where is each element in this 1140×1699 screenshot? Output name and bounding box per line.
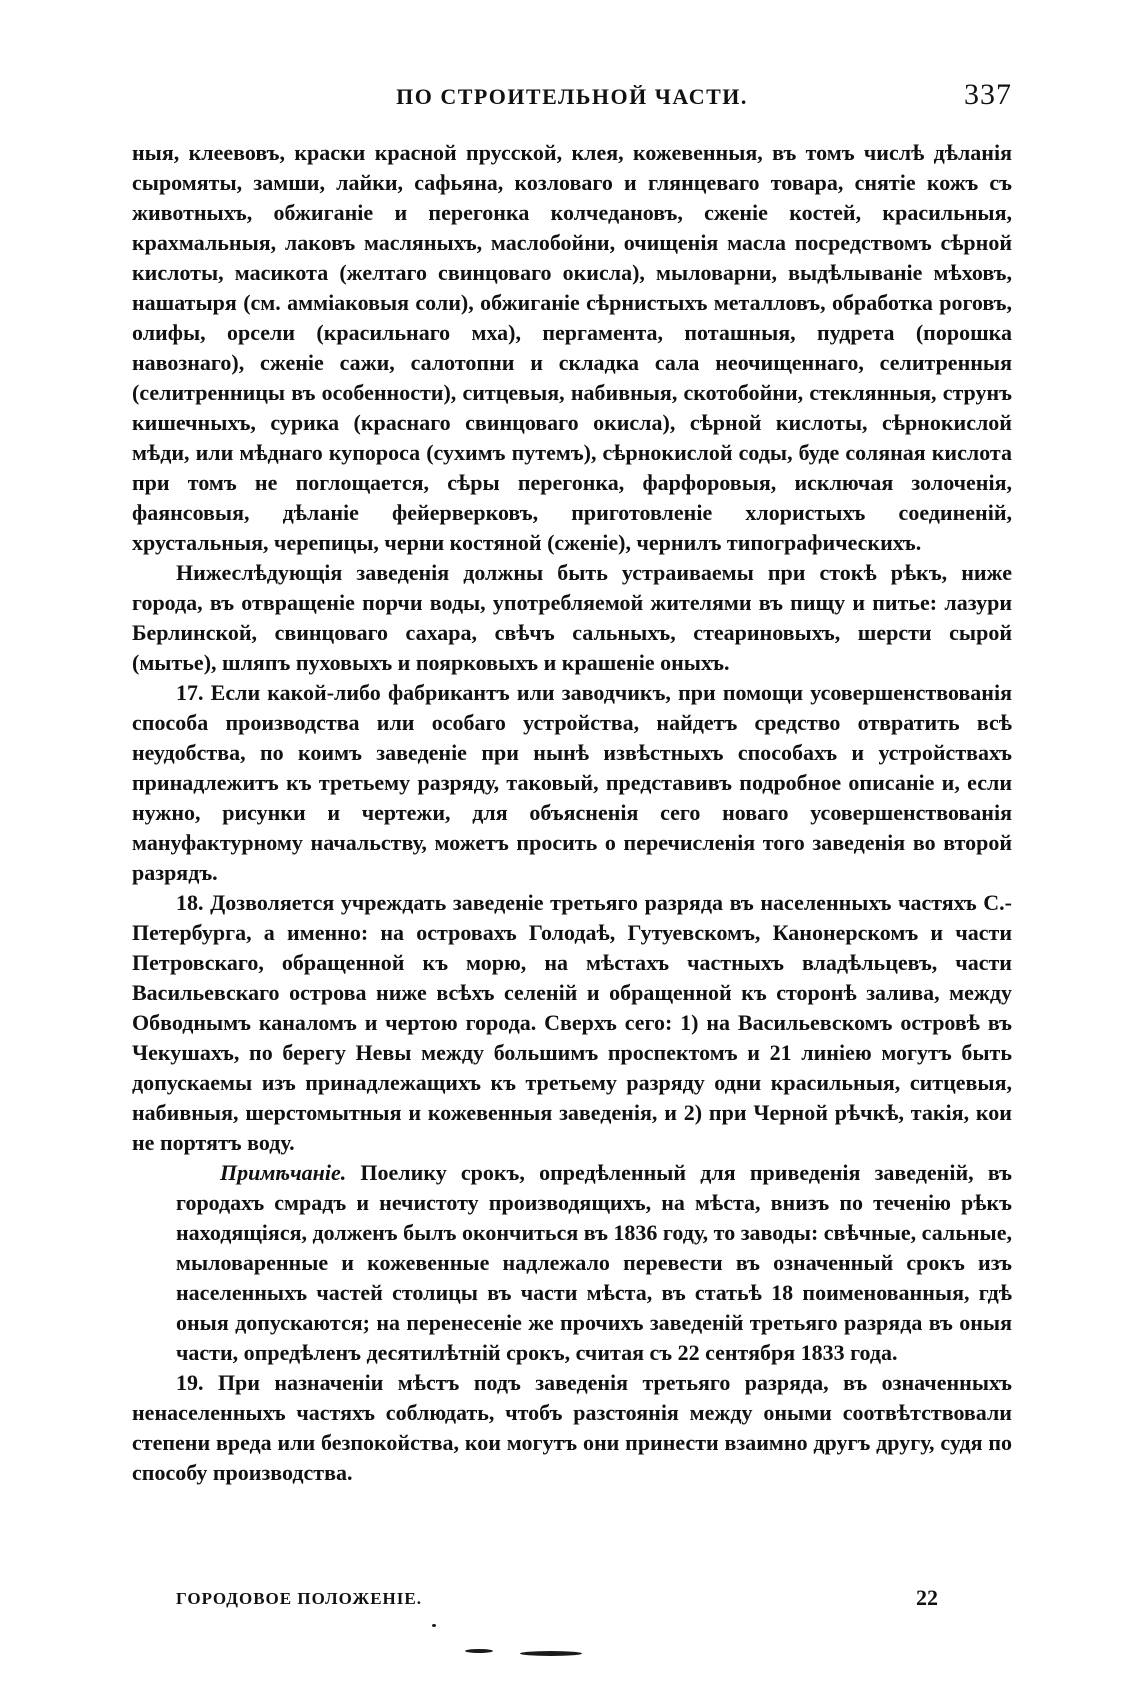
paragraph-downstream-establishments: Нижеслѣдующія заведенія должны быть устраиваемы при стокѣ рѣкъ, ниже города, въ отвращеніе порчи воды, употребляемой жителями въ пищу и питье: лазури Берлинской, свинцоваго сахара, свѣчъ сальныхъ, стеариновыхъ, шерсти сырой (мытье), шляпъ пуховыхъ и поярковыхъ и крашеніе оныхъ. <box>132 560 1012 675</box>
note-label: Примѣчаніе. <box>220 1160 347 1185</box>
body-text <box>132 138 1012 1488</box>
article-18: 18. Дозволяется учреждать заведеніе третьяго разряда въ населенныхъ частяхъ С.-Петербурга, а именно: на островахъ Голодаѣ, Гутуевскомъ, Канонерскомъ и части Петровскаго, обращенной къ морю, на мѣстахъ частныхъ владѣльцевъ, части Васильевскаго острова ниже всѣхъ селеній и обращенной къ сторонѣ залива, между Обводнымъ каналомъ и чертою города. Сверхъ сего: 1) на Васильевскомъ островѣ въ Чекушахъ, по берегу Невы между большимъ проспектомъ и 21 линіею могутъ быть допускаемы изъ принадлежащихъ къ третьему разряду одни красильныя, ситцевыя, набивныя, шерстомытныя и кожевенныя заведенія, и 2) при Черной рѣчкѣ, такія, кои не портятъ воду. <box>132 890 1012 1155</box>
print-smudge <box>465 1649 493 1653</box>
paragraph-continuation: ныя, клеевовъ, краски красной прусской, клея, кожевенныя, въ томъ числѣ дѣланія сыромяты, замши, лайки, сафьяна, козловаго и глянцеваго товара, снятіе кожъ съ животныхъ, обжиганіе и перегонка колчедановъ, сженіе костей, красильныя, крахмальныя, лаковъ масляныхъ, маслобойни, очищенія масла посредствомъ сѣрной кислоты, масикота (желтаго свинцоваго окисла), мыловарни, выдѣлываніе мѣховъ, нашатыря (см. амміаковыя соли), обжиганіе сѣрнистыхъ металловъ, обработка роговъ, олифы, орсели (красильнаго мха), пергамента, поташныя, пудрета (порошка навознаго), сженіе сажи, салотопни и складка сала неочищеннаго, селитренныя (селитренницы въ особенности), ситцевыя, набивныя, скотобойни, стеклянныя, струнъ кишечныхъ, сурика (краснаго свинцоваго окисла), сѣрной кислоты, сѣрнокислой мѣди, или мѣднаго купороса (сухимъ путемъ), сѣрнокислой соды, буде соляная кислота при томъ не поглощается, сѣры перегонка, фарфоровыя, исключая золоченія, фаянсовыя, дѣланіе фейерверковъ, приготовленіе хлористыхъ соединеній, хрустальныя, черепицы, черни костяной (сженіе), чернилъ типографическихъ. <box>132 140 1012 555</box>
page-footer <box>176 1585 938 1617</box>
signature-mark: ГОРОДОВОЕ ПОЛОЖЕНІЕ. <box>176 1589 422 1608</box>
print-smudge <box>520 1651 582 1656</box>
sheet-number: 22 <box>916 1585 938 1610</box>
page-number: 337 <box>964 78 1012 111</box>
print-speck <box>432 1624 436 1627</box>
running-head <box>132 78 1012 114</box>
article-17: 17. Если какой-либо фабрикантъ или заводчикъ, при помощи усовершенствованія способа производства или особаго устройства, найдетъ средство отвратить всѣ неудобства, по коимъ заведеніе при нынѣ извѣстныхъ способахъ и устройствахъ принадлежитъ къ третьему разряду, таковый, представивъ подробное описаніе и, если нужно, рисунки и чертежи, для объясненія сего новаго усовершенствованія мануфактурному начальству, можетъ просить о перечисленія того заведенія во второй разрядъ. <box>132 680 1012 885</box>
note-block <box>176 1158 1012 1368</box>
running-title: ПО СТРОИТЕЛЬНОЙ ЧАСТИ. <box>396 84 748 109</box>
note-text: Поелику срокъ, опредѣленный для приведенія заведеній, въ городахъ смрадъ и нечистоту производящихъ, на мѣста, внизъ по теченію рѣкъ находящіяся, долженъ былъ окончиться въ 1836 году, то заводы: свѣчные, сальные, мыловаренные и кожевенные надлежало перевести въ означенный срокъ изъ населенныхъ частей столицы въ части мѣста, въ статьѣ 18 поименованныя, гдѣ оныя допускаются; на перенесеніе же прочихъ заведеній третьяго разряда въ оныя части, опредѣленъ десятилѣтній срокъ, считая съ 22 сентября 1833 года. <box>176 1160 1012 1365</box>
article-19: 19. При назначеніи мѣстъ подъ заведенія третьяго разряда, въ означенныхъ ненаселенныхъ частяхъ соблюдать, чтобъ разстоянія между оными соотвѣтствовали степени вреда или безпокойства, кои могутъ они принести взаимно другъ другу, судя по способу производства. <box>132 1370 1012 1485</box>
